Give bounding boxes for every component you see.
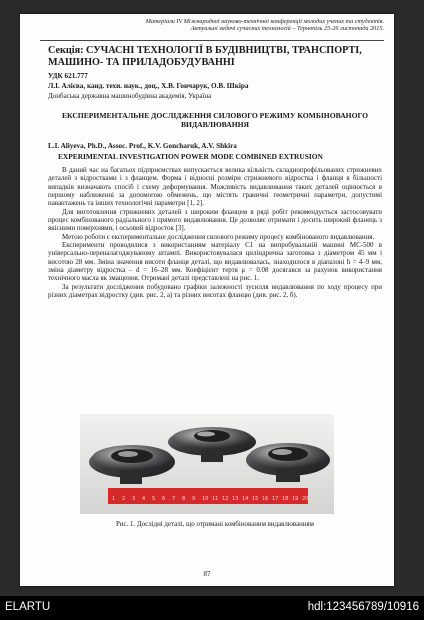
paper-title-ukrainian: ЕКСПЕРИМЕНТАЛЬНЕ ДОСЛІДЖЕННЯ СИЛОВОГО РЕЖИМУ КОМБІНОВАНОГО ВИДАВЛЮВАННЯ xyxy=(61,111,369,130)
running-header-line-1: Матеріали IV Міжнародної науково-технічної конференції молодих учених та студентів. xyxy=(145,18,384,25)
authors-ukrainian: Л.І. Алієва, канд. техн. наук., доц., Х.В. Гончарук, О.В. Шкіра xyxy=(48,82,249,90)
paper-title-english: EXPERIMENTAL INVESTIGATION POWER MODE COMBINED EXTRUSION xyxy=(58,152,323,161)
paragraph: Для виготовлення стрижневих деталей з широким фланцем в ряді робіт рекомендується застосовувати процес комбінованого радіального і прямого видавлювання. Це дозволяє отримати і досить широкий фланець з якісними поверхнями, і осьовий відросток [3]. xyxy=(48,207,382,233)
ruler-tick-label: 7 xyxy=(172,496,176,502)
ruler-tick-label: 19 xyxy=(292,496,299,502)
ruler-tick-label: 8 xyxy=(182,496,186,502)
running-header-line-2: Актуальні задачі сучасних технологій – Тернопіль 25-26 листопада 2015. xyxy=(190,25,384,33)
page-number: 87 xyxy=(203,570,211,578)
ruler-tick-label: 15 xyxy=(252,496,259,502)
ruler-tick-label: 17 xyxy=(272,496,279,502)
ruler-tick-label: 12 xyxy=(222,496,229,502)
authors-english: L.I. Aliyeva, Ph.D., Assoc. Prof., K.V. Goncharuk, A.V. Shkira xyxy=(48,142,237,150)
paper-page xyxy=(20,14,394,586)
header-rule xyxy=(40,40,384,41)
ruler-tick-label: 1 xyxy=(112,496,116,502)
ruler-tick-label: 10 xyxy=(202,496,209,502)
body-text xyxy=(48,166,382,300)
udk-code: УДК 621.777 xyxy=(48,72,88,80)
section-heading: Секція: СУЧАСНІ ТЕХНОЛОГІЇ В БУДІВНИЦТВІ, ТРАНСПОРТІ, МАШИНО- ТА ПРИЛАДОБУДУВАННІ xyxy=(48,45,362,68)
ruler-tick-label: 5 xyxy=(152,496,156,502)
ruler-tick-label: 11 xyxy=(212,496,219,502)
ruler-tick-label: 3 xyxy=(132,496,136,502)
footer-handle-id: hdl:123456789/10916 xyxy=(307,601,419,613)
ruler-tick-label: 16 xyxy=(262,496,269,502)
figure-caption: Рис. 1. Дослідні деталі, що отримані комбінованим видавлюванням xyxy=(115,521,315,528)
paragraph: Експерименти проводилися з використанням матеріалу С1 на випробувальній машині МС-500 в універсально-переналагоджуваному штампі. Використовувалася циліндрична заготовка з діаметром 45 мм і висотою 28 мм. Зміна значення висоти фланця деталі, що видавлювалась, знаходилося в діапазоні h = 4–9 мм, зміна діаметру відростка – d = 16–28 мм. Коефіцієнт тертя μ = 0.08 досягався за рахунок використання технічного масла як змащення. Отримані деталі представлені на рис. 1. xyxy=(48,241,382,283)
paragraph: В даний час на багатьох підприємствах випускається велика кількість складнопрофільованих стрижневих деталей з відростками і з фланцем. Форма і відносні розміри стрижневого відростка і фланця в більшості випадків визначають спосіб і схему деформування. Можливість видавлювання таких деталей оцінюється в першому наближенні за допомогою обмежень, що містять граничні геометричні параметри, допустимі навантажень та інших технологічні параметри [1, 2]. xyxy=(48,166,382,208)
figure-photo-extruded-parts xyxy=(80,414,334,514)
paragraph: За результати дослідження побудовано графіки залежності зусилля видавлювання по ходу процесу при різних діаметрах відростку (див. рис. 2, а) та різних висотах фланцю (див. рис. 2, б). xyxy=(48,282,382,300)
paragraph: Метою роботи є експериментальне дослідження силового режиму процесу комбінованого видавлювання. xyxy=(62,232,375,241)
ruler-tick-label: 2 xyxy=(122,496,126,502)
ruler-tick-label: 18 xyxy=(282,496,289,502)
ruler-tick-label: 14 xyxy=(242,496,249,502)
ruler-tick-label: 13 xyxy=(232,496,239,502)
ruler-tick-label: 20 xyxy=(302,496,309,502)
affiliation: Донбаська державна машинобудівна академія, Україна xyxy=(48,92,212,100)
running-header xyxy=(40,18,384,33)
footer-repository-label: ELARTU xyxy=(5,601,51,613)
ruler-tick-label: 9 xyxy=(192,496,196,502)
ruler-tick-label: 6 xyxy=(162,496,166,502)
ruler-tick-label: 4 xyxy=(142,496,146,502)
photo-illustration xyxy=(80,414,334,514)
